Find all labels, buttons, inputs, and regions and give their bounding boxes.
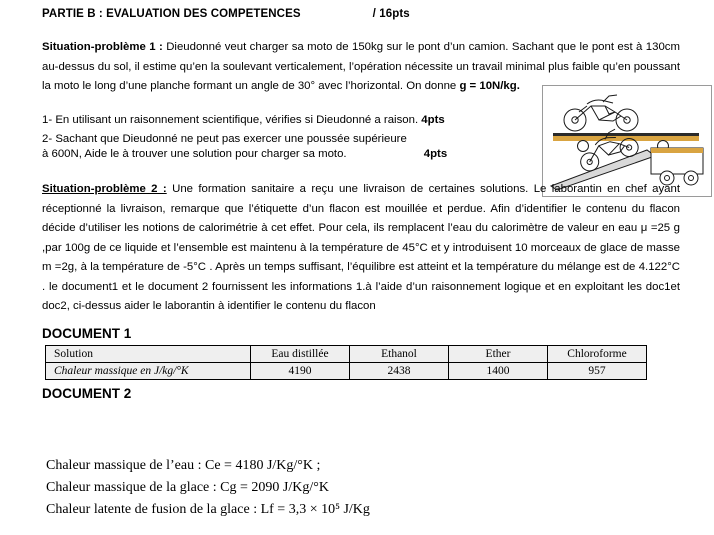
table-cell-col-3: Chloroforme	[548, 346, 647, 363]
question-2-points: 4pts	[423, 148, 448, 160]
problem-1-question-1	[42, 111, 602, 131]
truck-ramp-motorcycle-illustration	[543, 86, 709, 194]
problem-2-paragraph	[42, 180, 680, 317]
problem-2-text: Une formation sanitaire a reçu une livraison de certaines solutions. Le laborantin en chef ayant réceptionné la livraison, remarque que l’étiquette d’un flacon est mouillée et perdue. Afin d’identifier le contenu du flacon décide d’utiliser les notions de calorimétrie à cet effet. Pour cela, ils remplacent l’eau du calorimètre de valeur en eau μ =25 g ,par 100g de ce liquide et l’ensemble est maintenu à la température de 45°C et y introduisent 10 morceaux de glace de masse m =2g, à la température de -5°C . Après un temps suffisant, l’équilibre est atteint et la température du mélange est de 4.122°C . le document1 et le document 2 fournissent les informations 1.à l’aide d’un raisonnement logique et en exploitant les doc1et doc2, ci-dessus aider le laborantin à identifier le contenu du flacon	[42, 183, 681, 312]
table-cell-row-label-1: Chaleur massique en J/kg/°K	[46, 363, 251, 380]
document-2-heading: DOCUMENT 2	[42, 386, 132, 401]
page-title	[42, 8, 410, 20]
question-1-number: 1-	[42, 114, 53, 126]
table-cell-col-1: Ethanol	[350, 346, 449, 363]
document-1-table-wrapper	[45, 345, 647, 380]
truck-bed-top	[553, 133, 699, 141]
document-1-table	[45, 345, 647, 380]
table-row-header	[46, 346, 647, 363]
question-1-points: 4pts	[421, 114, 445, 126]
table-cell-value-0: 4190	[251, 363, 350, 380]
section-title-text: PARTIE B : EVALUATION DES COMPETENCES	[42, 8, 301, 20]
table-cell-col-2: Ether	[449, 346, 548, 363]
question-2-text-line2: à 600N, Aide le à trouver une solution pour charger sa moto.	[42, 148, 347, 160]
document-2-formulas	[46, 455, 370, 521]
question-1-text: En utilisant un raisonnement scientifique, vérifies si Dieudonné a raison.	[55, 114, 419, 126]
question-2-number: 2-	[42, 133, 53, 145]
problem-1-given: g = 10N/kg.	[459, 80, 520, 92]
problem-1-text: Dieudonné veut charger sa moto de 150kg sur le pont d’un camion. Sachant que le pont est à 130cm au-dessus du sol, il estime qu’en la soulevant verticalement, l’opération nécessite un travail minimal plus faible qu’en poussant la moto le long d’une planche formant un angle de 30° avec l’horizontal. On donne	[42, 41, 680, 92]
formula-line-1: Chaleur massique de l’eau : Ce = 4180 J/Kg/°K ;	[46, 458, 321, 473]
problem-2-label: Situation-problème 2 :	[42, 183, 167, 195]
table-cell-value-2: 1400	[449, 363, 548, 380]
problem-1-label: Situation-problème 1 :	[42, 41, 163, 53]
section-points: / 16pts	[372, 8, 410, 20]
table-cell-col-0: Eau distillée	[251, 346, 350, 363]
formula-line-2: Chaleur massique de la glace : Cg = 2090 J/Kg/°K	[46, 480, 329, 495]
table-cell-value-3: 957	[548, 363, 647, 380]
problem-1-question-2-line2	[42, 145, 602, 165]
table-cell-value-1: 2438	[350, 363, 449, 380]
question-2-text: Sachant que Dieudonné ne peut pas exercer une poussée supérieure	[55, 133, 407, 145]
formula-line-3: Chaleur latente de fusion de la glace : Lf = 3,3 × 10⁵ J/Kg	[46, 502, 370, 517]
table-cell-row-label-0: Solution	[46, 346, 251, 363]
table-row	[46, 363, 647, 380]
document-1-heading: DOCUMENT 1	[42, 326, 132, 341]
